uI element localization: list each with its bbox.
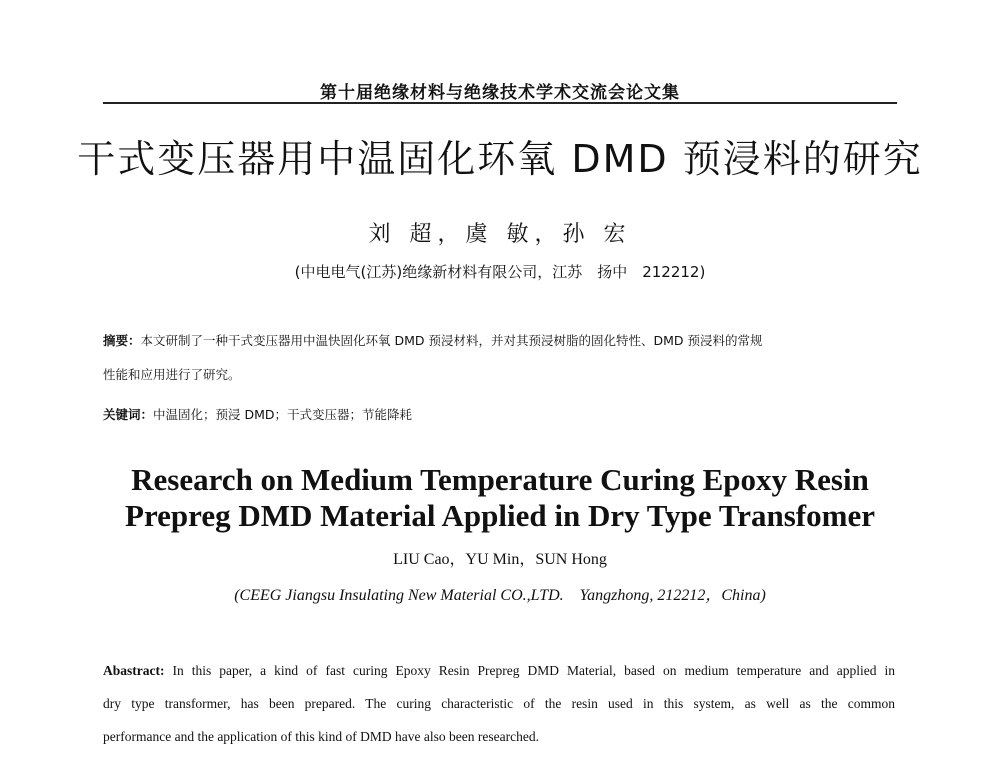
english-abstract-label: Abastract: [103, 663, 165, 678]
chinese-abstract-label: 摘要： [103, 333, 141, 348]
chinese-authors: 刘 超，虞 敏，孙 宏 [368, 222, 632, 247]
chinese-affiliation: (中电电气(江苏)绝缘新材料有限公司，江苏 扬中 212212) [294, 263, 706, 281]
english-abstract-line3: performance and the application of this kind of DMD have also been researched. [103, 729, 539, 744]
english-authors: LIU Cao，YU Min，SUN Hong [393, 551, 607, 568]
chinese-keywords-label: 关键词： [103, 407, 154, 422]
chinese-keywords-text: 中温固化；预浸 DMD；干式变压器；节能降耗 [153, 407, 413, 422]
english-title-line1: Research on Medium Temperature Curing Epoxy Resin [131, 462, 869, 497]
chinese-title: 干式变压器用中温固化环氧 DMD 预浸料的研究 [77, 137, 923, 181]
chinese-abstract-line1: 本文研制了一种干式变压器用中温快固化环氧 DMD 预浸材料，并对其预浸树脂的固化特性、DMD 预浸料的常规 [140, 333, 763, 348]
english-affiliation: (CEEG Jiangsu Insulating New Material CO.,LTD. Yangzhong, 212212，China) [234, 587, 766, 604]
english-abstract [103, 654, 895, 753]
running-header: 第十届绝缘材料与绝缘技术学术交流会论文集 [320, 83, 680, 103]
english-abstract-text1: In this paper, a kind of fast curing Epoxy Resin Prepreg DMD Material, based on medium temperature and applied in [164, 663, 895, 678]
chinese-keywords [103, 405, 903, 425]
header-rule [103, 102, 897, 104]
english-abstract-line1 [103, 654, 895, 687]
english-title-line2: Prepreg DMD Material Applied in Dry Type Transfomer [125, 498, 875, 533]
english-abstract-line2: dry type transformer, has been prepared. The curing characteristic of the resin used in this system, as well as the common [103, 696, 895, 711]
chinese-abstract-line2: 性能和应用进行了研究。 [103, 367, 241, 382]
english-title [0, 462, 1000, 534]
chinese-abstract [103, 331, 903, 385]
